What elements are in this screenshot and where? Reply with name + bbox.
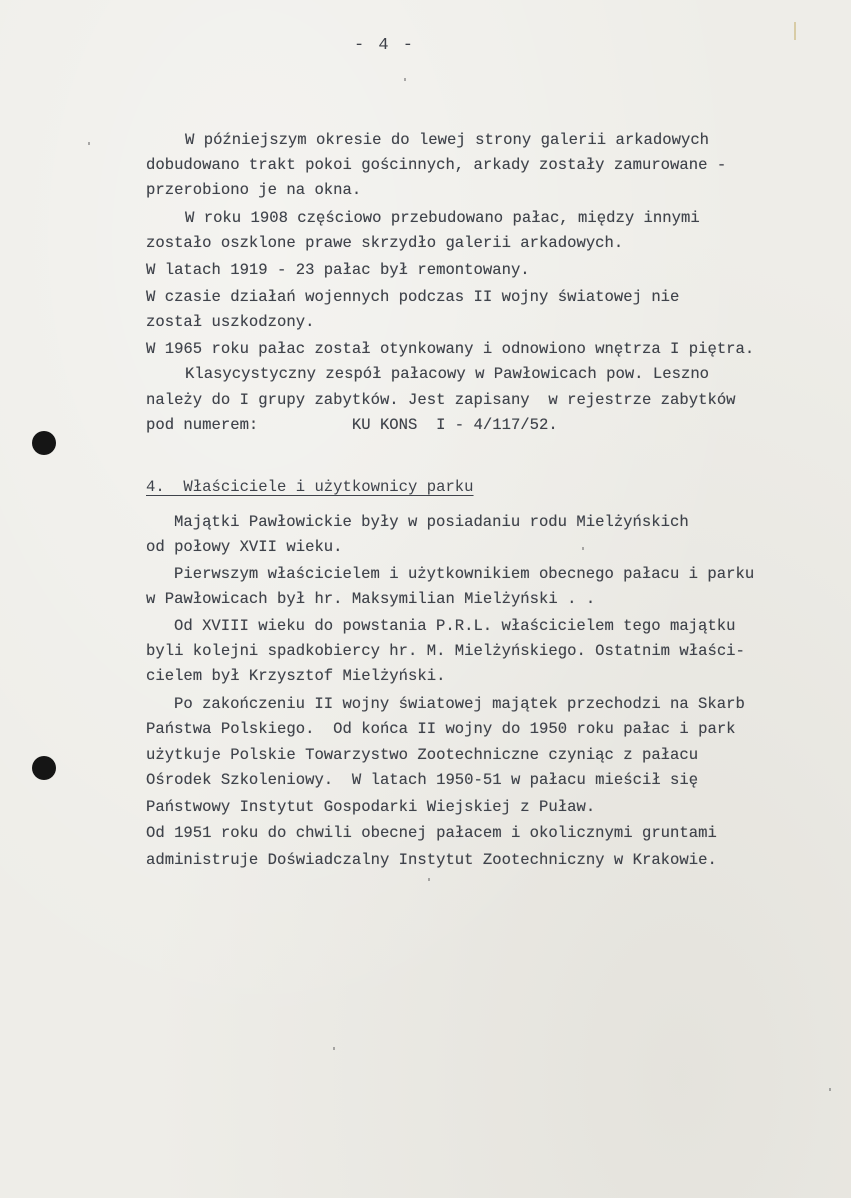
paper-speck	[88, 142, 90, 145]
section-line: od połowy XVII wieku.	[146, 538, 343, 556]
history-line: W roku 1908 częściowo przebudowano pałac, między innymi	[185, 209, 700, 227]
section-line: cielem był Krzysztof Mielżyński.	[146, 667, 446, 685]
paper-speck	[404, 78, 406, 81]
history-line: W późniejszym okresie do lewej strony galerii arkadowych	[185, 131, 710, 149]
history-line: Klasycystyczny zespół pałacowy w Pawłowicach pow. Leszno	[185, 365, 710, 383]
history-line: zostało oszklone prawe skrzydło galerii arkadowych.	[146, 234, 624, 252]
section-line: Ośrodek Szkoleniowy. W latach 1950-51 w pałacu mieścił się	[146, 771, 699, 789]
section-heading: 4. Właściciele i użytkownicy parku	[146, 478, 474, 496]
section-line: użytkuje Polskie Towarzystwo Zootechniczne czyniąc z pałacu	[146, 746, 699, 764]
history-line: W latach 1919 - 23 pałac był remontowany.	[146, 261, 530, 279]
paper-speck	[582, 547, 584, 550]
history-line: został uszkodzony.	[146, 313, 315, 331]
punch-hole-upper	[32, 431, 56, 455]
punch-hole-lower	[32, 756, 56, 780]
section-line: Od 1951 roku do chwili obecnej pałacem i okolicznymi gruntami	[146, 824, 717, 842]
history-line: W 1965 roku pałac został otynkowany i odnowiono wnętrza I piętra.	[146, 340, 755, 358]
history-line: pod numerem: KU KONS I - 4/117/52.	[146, 416, 558, 434]
section-line: Państwowy Instytut Gospodarki Wiejskiej z Puław.	[146, 798, 596, 816]
section-line: administruje Doświadczalny Instytut Zootechniczny w Krakowie.	[146, 851, 717, 869]
paper-speck	[428, 878, 430, 881]
paper-speck	[829, 1088, 831, 1091]
history-line: dobudowano trakt pokoi gościnnych, arkady zostały zamurowane -	[146, 156, 727, 174]
section-line: byli kolejni spadkobiercy hr. M. Mielżyńskiego. Ostatnim właści-	[146, 642, 745, 660]
section-line: Pierwszym właścicielem i użytkownikiem obecnego pałacu i parku	[174, 565, 755, 583]
history-line: przerobiono je na okna.	[146, 181, 362, 199]
section-line: Państwa Polskiego. Od końca II wojny do 1950 roku pałac i park	[146, 720, 736, 738]
history-line: należy do I grupy zabytków. Jest zapisany w rejestrze zabytków	[146, 391, 736, 409]
page-number: - 4 -	[354, 36, 416, 55]
section-line: Od XVIII wieku do powstania P.R.L. właścicielem tego majątku	[174, 617, 736, 635]
section-line: Po zakończeniu II wojny światowej majątek przechodzi na Skarb	[174, 695, 745, 713]
section-line: w Pawłowicach był hr. Maksymilian Mielżyński . .	[146, 590, 596, 608]
corner-pencil-mark	[794, 22, 802, 40]
section-line: Majątki Pawłowickie były w posiadaniu rodu Mielżyńskich	[174, 513, 689, 531]
history-line: W czasie działań wojennych podczas II wojny światowej nie	[146, 288, 680, 306]
paper-speck	[333, 1047, 335, 1050]
